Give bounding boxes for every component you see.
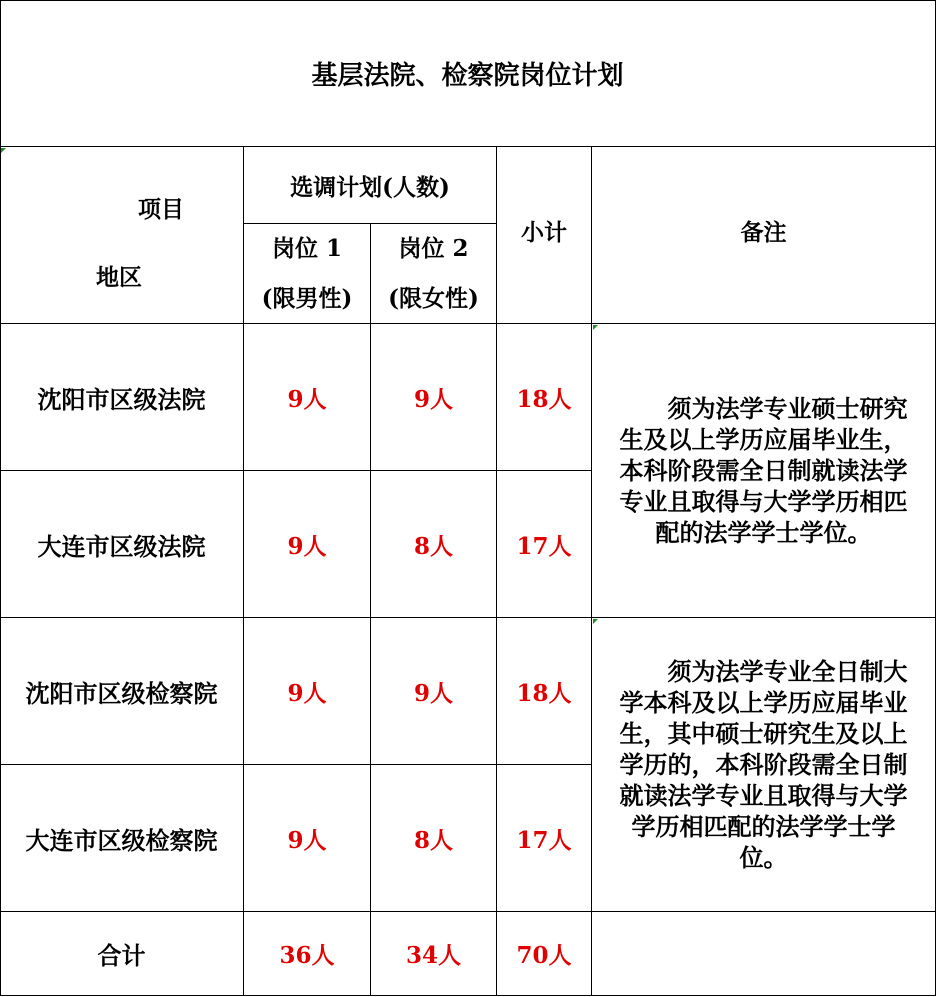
table-row-subtotal: 18人	[497, 324, 592, 471]
table-title-text: 基层法院、检察院岗位计划	[311, 60, 624, 91]
header-post1: 岗位 1 (限男性)	[244, 224, 371, 324]
header-item-region	[0, 147, 244, 324]
table-row-post1: 9人	[244, 324, 371, 471]
header-region-label: 地区	[96, 264, 142, 291]
header-item-label: 项目	[138, 196, 184, 223]
table-row-post1: 9人	[244, 765, 371, 912]
table-row-post2: 8人	[371, 765, 497, 912]
remarks-court: 须为法学专业硕士研究生及以上学历应届毕业生，本科阶段需全日制就读法学专业且取得与大学学历相匹配的法学学士学位。	[592, 324, 936, 618]
total-subtotal: 70人	[497, 912, 592, 996]
total-remarks	[592, 912, 936, 996]
header-remarks: 备注	[592, 147, 936, 324]
table-row-post2: 8人	[371, 471, 497, 618]
table-row-post1: 9人	[244, 618, 371, 765]
table-row-region: 大连市区级检察院	[0, 765, 244, 912]
total-post2: 34人	[371, 912, 497, 996]
table-row-subtotal: 17人	[497, 765, 592, 912]
table-row-region: 沈阳市区级法院	[0, 324, 244, 471]
table-row-post1: 9人	[244, 471, 371, 618]
table-row-post2: 9人	[371, 324, 497, 471]
table-row-subtotal: 17人	[497, 471, 592, 618]
total-post1: 36人	[244, 912, 371, 996]
header-post2: 岗位 2 (限女性)	[371, 224, 497, 324]
table-row-region: 大连市区级法院	[0, 471, 244, 618]
total-label: 合计	[0, 912, 244, 996]
cell-marker	[1, 148, 6, 153]
table-row-post2: 9人	[371, 618, 497, 765]
table-row-subtotal: 18人	[497, 618, 592, 765]
cell-marker	[593, 619, 598, 624]
remarks-procuratorate: 须为法学专业全日制大学本科及以上学历应届毕业生，其中硕士研究生及以上学历的，本科阶段需全日制就读法学专业且取得与大学学历相匹配的法学学士学位。	[592, 618, 936, 912]
header-plan: 选调计划(人数)	[244, 147, 497, 224]
table-row-region: 沈阳市区级检察院	[0, 618, 244, 765]
table-title	[0, 0, 936, 147]
header-subtotal: 小计	[497, 147, 592, 324]
cell-marker	[593, 325, 598, 330]
